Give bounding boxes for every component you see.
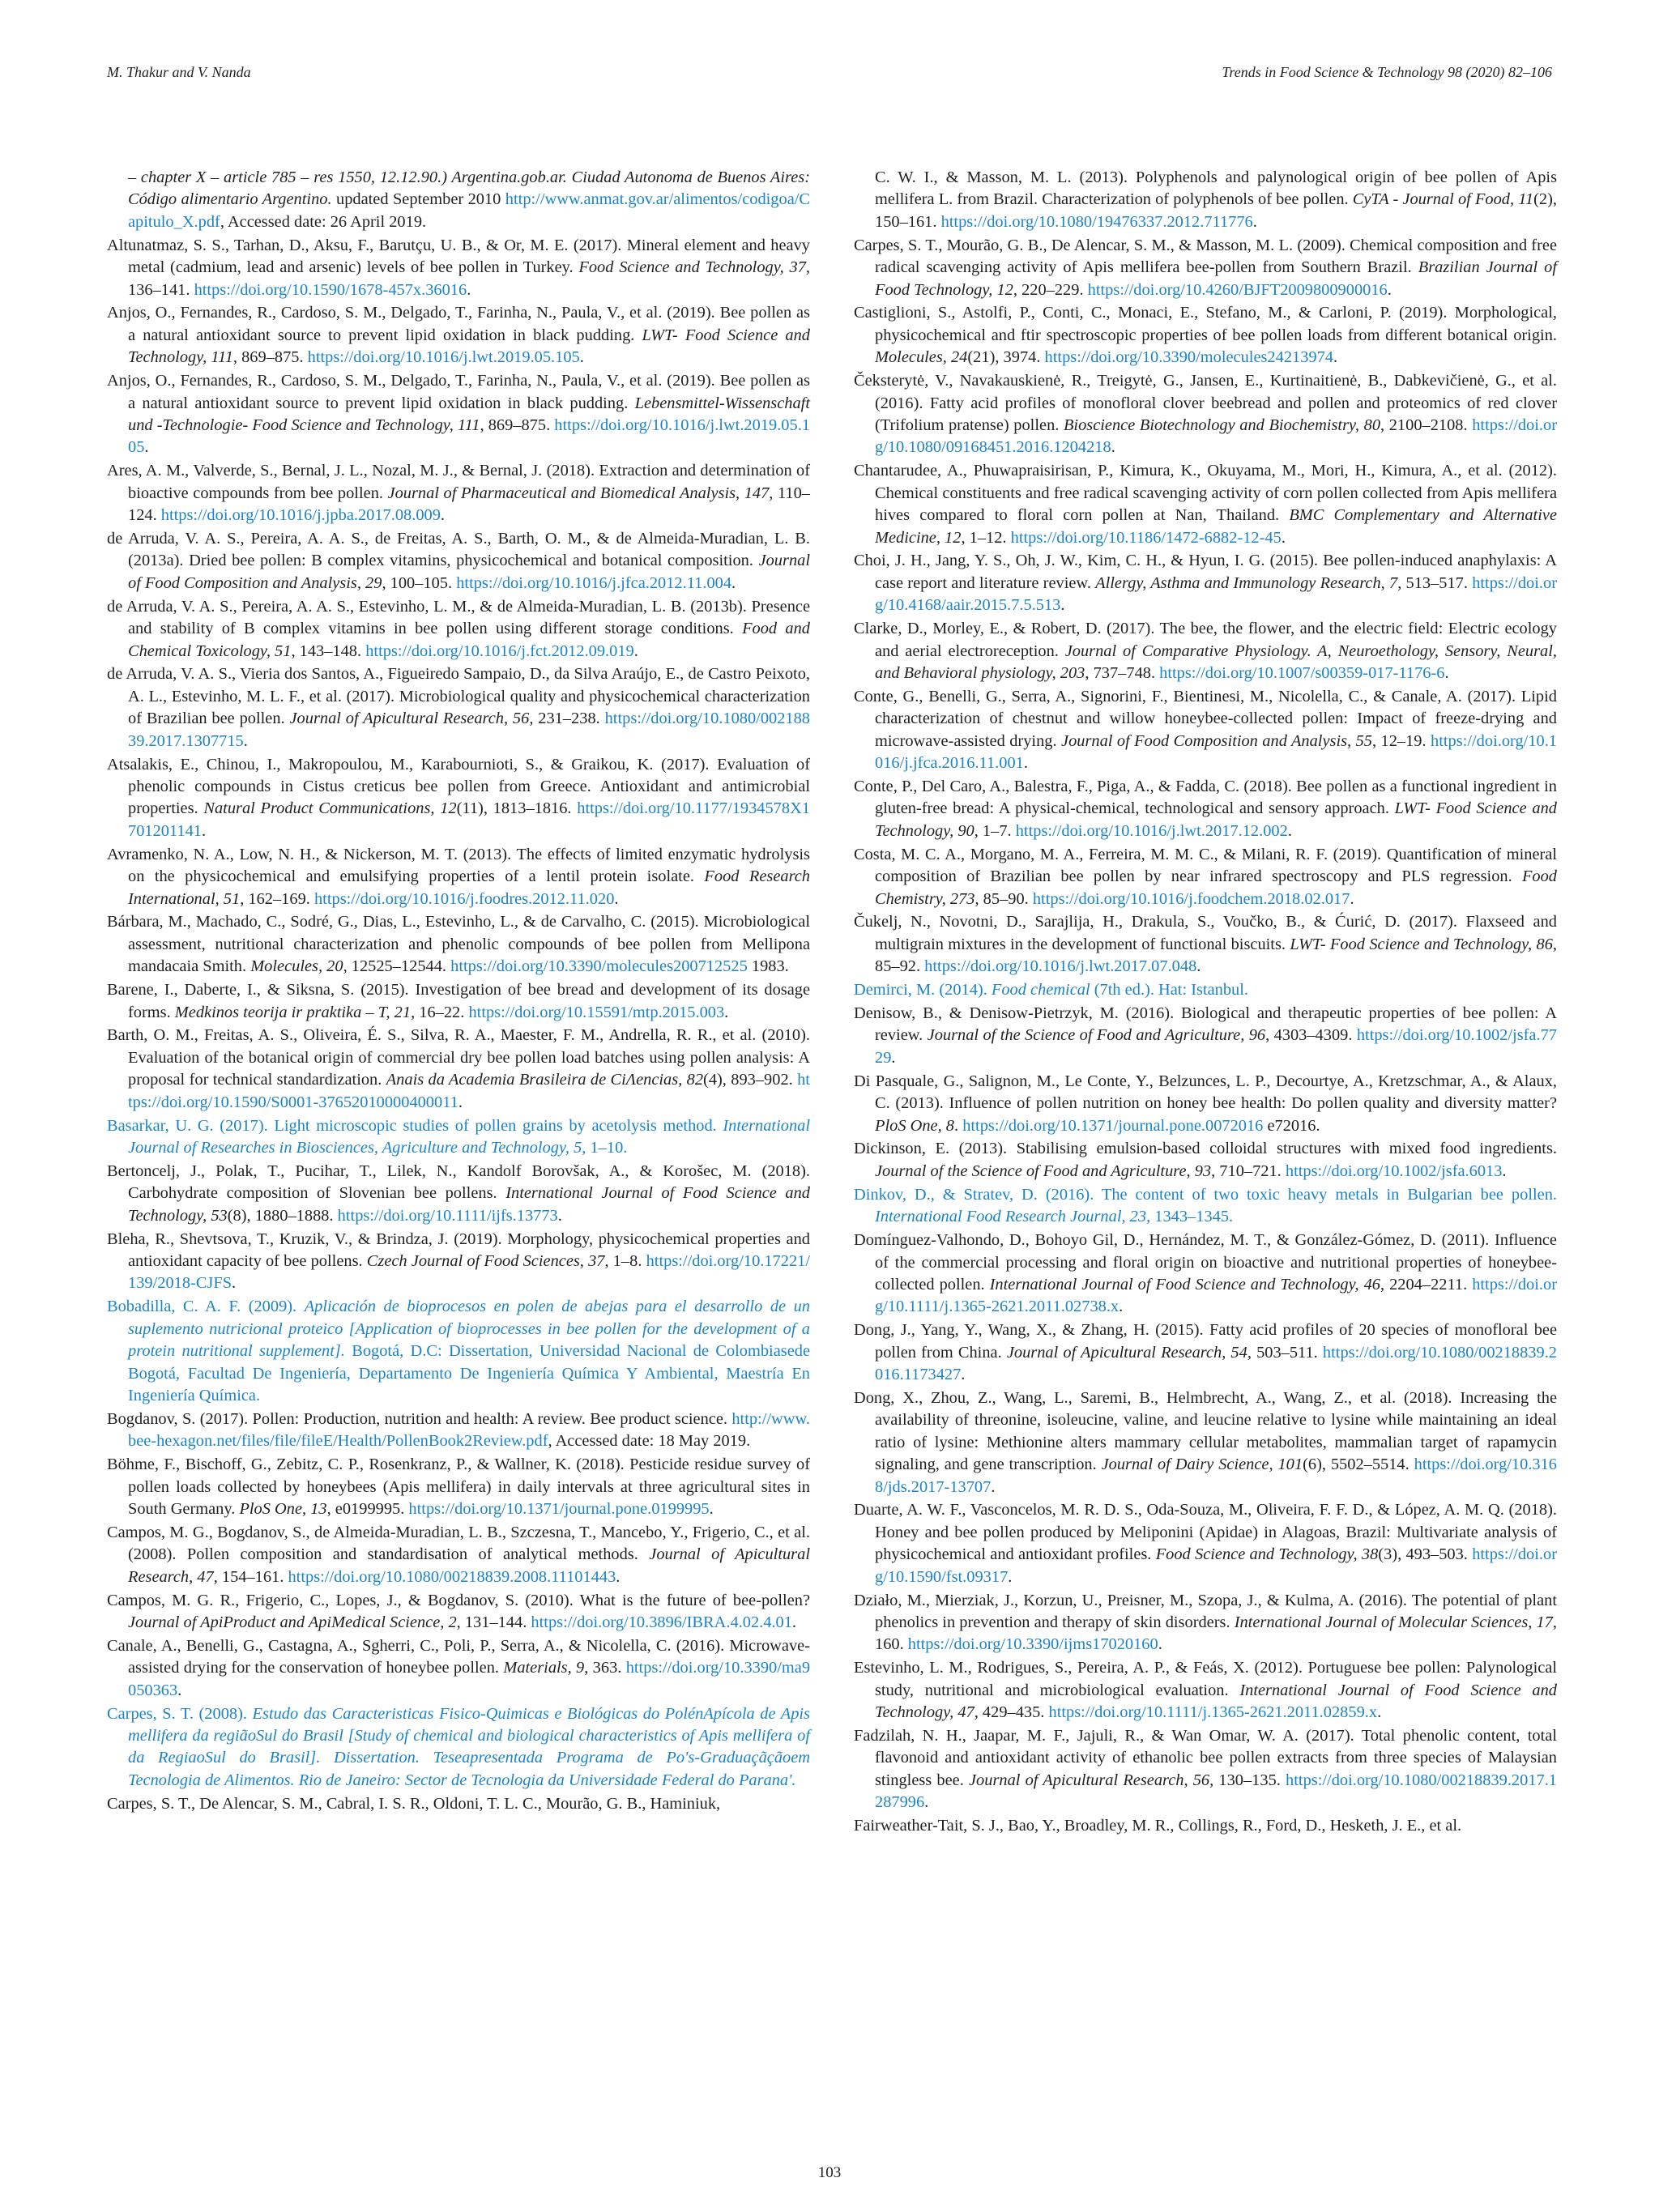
reference-authors-title: C. W. I., & Masson, M. L. (2013). Polyphenols and palynological origin of bee pollen of Apis mellifera L. from Brazil. Characterization of polyphenols of bee pollen.	[875, 168, 1557, 209]
reference-suffix: .	[202, 821, 207, 840]
reference-doi-link[interactable]: https://doi.org/10.1080/00218839.2017.1287996	[875, 1771, 1557, 1812]
reference-doi-link[interactable]: https://doi.org/10.1016/j.foodres.2012.11.020	[313, 889, 615, 908]
reference-entry	[854, 844, 1557, 910]
reference-doi-link[interactable]: https://doi.org/10.1590/S0001-37652010000400011	[128, 1071, 810, 1111]
reference-doi-link[interactable]: https://doi.org/10.1371/journal.pone.0199995	[408, 1499, 710, 1518]
reference-authors-title: Estevinho, L. M., Rodrigues, S., Pereira, A. P., & Feás, X. (2012). Portuguese bee pollen: Palynological study, nutritional and microbiological evaluation.	[854, 1659, 1557, 1699]
reference-authors-title: Avramenko, N. A., Low, N. H., & Nickerson, M. T. (2013). The effects of limited enzymatic hydrolysis on the physicochemical and emulsifying properties of a lentil protein isolate.	[107, 845, 810, 886]
reference-journal: Journal of Food Composition and Analysis, 55	[1061, 731, 1372, 750]
reference-details: updated September 2010	[331, 190, 505, 209]
running-header-authors: M. Thakur and V. Nanda	[107, 64, 251, 80]
reference-details: , 162–169.	[240, 889, 314, 908]
reference-doi-link[interactable]: https://doi.org/10.4168/aair.2015.7.5.513	[875, 573, 1557, 615]
reference-journal: Journal of Apicultural Research, 47	[128, 1545, 810, 1586]
reference-entry	[854, 618, 1557, 684]
reference-journal: PloS One, 13	[239, 1499, 327, 1518]
reference-details: , e0199995.	[326, 1499, 409, 1518]
reference-authors-title: Choi, J. H., Jang, Y. S., Oh, J. W., Kim, C. H., & Hyun, I. G. (2015). Bee pollen-induced anaphylaxis: A case report and literature review.	[854, 552, 1557, 592]
reference-doi-link[interactable]: https://doi.org/10.1002/jsfa.6013	[1285, 1161, 1503, 1180]
reference-entry	[854, 1657, 1557, 1724]
reference-doi-link[interactable]: https://doi.org/10.3390/ma9050363	[128, 1659, 811, 1699]
reference-doi-link[interactable]: https://doi.org/10.1016/j.lwt.2019.05.105	[128, 416, 810, 457]
reference-authors-title: Bobadilla, C. A. F. (2009).	[107, 1298, 305, 1316]
reference-authors-title: Campos, M. G. R., Frigerio, C., Lopes, J., & Bogdanov, S. (2010). What is the future of bee-pollen?	[107, 1591, 810, 1609]
reference-doi-link[interactable]: https://doi.org/10.1016/j.lwt.2019.05.105	[307, 348, 580, 367]
reference-suffix: .	[232, 1274, 237, 1293]
reference-authors-title: Campos, M. G., Bogdanov, S., de Almeida-Muradian, L. B., Szczesna, T., Mancebo, Y., Frigerio, C., et al. (2008). Pollen composition and standardisation of analytical methods.	[107, 1523, 810, 1564]
reference-doi-link[interactable]: https://doi.org/10.1016/j.jfca.2016.11.001	[875, 731, 1557, 773]
references-left-column	[107, 167, 810, 1817]
reference-suffix: .	[791, 1613, 797, 1631]
reference-details: , 1–12.	[961, 528, 1011, 547]
reference-journal: Czech Journal of Food Sciences, 37	[366, 1252, 605, 1270]
reference-suffix: .	[616, 1567, 621, 1586]
reference-details: , 1343–1345.	[1146, 1208, 1234, 1226]
reference-entry	[107, 663, 810, 752]
reference-details: , 231–238.	[529, 710, 605, 728]
reference-doi-link[interactable]: https://doi.org/10.1111/j.1365-2621.2011.02738.x	[875, 1275, 1557, 1316]
reference-journal: International Journal of Food Science and Technology, 47	[875, 1681, 1557, 1722]
reference-authors-title: Atsalakis, E., Chinou, I., Makropoulou, M., Karabournioti, S., & Graikou, K. (2017). Evaluation of phenolic compounds in Cistus creticus bee pollen from Greece. Antioxidant and antimicrobial properties.	[107, 755, 810, 818]
reference-details: , 220–229.	[1013, 280, 1088, 299]
reference-suffix: .	[961, 1366, 966, 1384]
reference-suffix: .	[1377, 1703, 1382, 1722]
reference-suffix: .	[177, 1681, 182, 1699]
reference-authors-title: Čukelj, N., Novotni, D., Sarajlija, H., Drakula, S., Voučko, B., & Ćurić, D. (2017). Flaxseed and multigrain mixtures in the development of functional biscuits.	[854, 913, 1557, 953]
reference-journal: Anais da Academia Brasileira de CiΛencias, 82	[386, 1071, 704, 1089]
reference-entry	[107, 844, 810, 910]
reference-doi-link[interactable]: https://doi.org/10.1177/1934578X1701201141	[128, 799, 810, 840]
reference-authors-title: Anjos, O., Fernandes, R., Cardoso, S. M., Delgado, T., Farinha, N., Paula, V., et al. (2019). Bee pollen as a natural antioxidant source to prevent lipid oxidation in black pudding.	[107, 304, 810, 344]
reference-journal: Aplicación de bioprocesos en polen de abejas para el desarrollo de un suplemento nutricional proteico [Application of bioprocesses in bee pollen for the development of a protein nutritional supplement].	[128, 1298, 810, 1361]
reference-doi-link[interactable]: https://doi.org/10.1080/00218839.2008.11101443	[288, 1567, 616, 1586]
reference-entry	[854, 979, 1557, 1001]
running-header-journal: Trends in Food Science & Technology 98 (2020) 82–106	[1222, 64, 1552, 80]
reference-suffix: .	[458, 1093, 463, 1111]
reference-entry	[107, 1703, 810, 1792]
reference-journal: Materials, 9	[503, 1659, 585, 1677]
reference-authors-title: Carpes, S. T., De Alencar, S. M., Cabral, I. S. R., Oldoni, T. L. C., Mourão, G. B., Haminiuk,	[107, 1794, 721, 1813]
reference-details: , 85–92.	[875, 935, 1557, 976]
reference-suffix: .	[144, 438, 149, 457]
reference-journal: Estudo das Caracteristicas Fisico-Quimicas e Biológicas do PolénApícola de Apis mellifera da regiãoSul do Brasil [Study of chemical and biological characteristics of Apis mellifera of da RegiaoSul do Brasil]. Dissertation. Teseapresentada Programa de Po's-Graduaçãçãoem Tecnologia de Alimentos. Rio de Janeiro: Sector de Tecnologia da Universidade Federal do Parana'.	[128, 1704, 810, 1789]
reference-doi-link[interactable]: https://doi.org/10.1007/s00359-017-1176-6	[1159, 663, 1445, 682]
reference-entry	[107, 754, 810, 843]
reference-entry	[854, 776, 1557, 842]
reference-entry	[854, 911, 1557, 978]
reference-entry	[854, 1499, 1557, 1588]
reference-details: , 4303–4309.	[1265, 1026, 1357, 1045]
reference-suffix: .	[1060, 596, 1065, 615]
reference-suffix: .	[924, 1793, 929, 1812]
reference-suffix: e72016.	[1263, 1116, 1320, 1135]
reference-journal: Molecules, 24	[875, 348, 968, 367]
reference-doi-link[interactable]: https://doi.org/10.15591/mtp.2015.003	[468, 1003, 725, 1021]
reference-journal: Molecules, 20	[250, 957, 343, 976]
reference-authors-title: Barene, I., Daberte, I., & Siksna, S. (2015). Investigation of bee bread and development of its dosage forms.	[107, 981, 810, 1021]
reference-journal: Journal of Pharmaceutical and Biomedical Analysis, 147	[387, 484, 770, 502]
reference-suffix: .	[1196, 957, 1201, 976]
reference-details: , 130–135.	[1209, 1771, 1286, 1789]
reference-entry	[854, 686, 1557, 775]
reference-doi-link[interactable]: https://doi.org/10.1590/fst.09317	[875, 1545, 1557, 1586]
reference-doi-link[interactable]: https://doi.org/10.1016/j.jfca.2012.11.004	[456, 573, 732, 592]
reference-details: (21), 3974.	[967, 348, 1045, 367]
reference-journal: Journal of Apicultural Research, 56	[289, 710, 530, 728]
reference-details: , 1–8.	[604, 1252, 646, 1270]
reference-entry	[107, 370, 810, 459]
reference-authors-title: Chantarudee, A., Phuwapraisirisan, P., Kimura, K., Okuyama, M., Mori, H., Kimura, A., et al. (2012). Chemical constituents and free radical scavenging activity of corn pollen collected from Apis mellifera hives compared to floral corn pollen at Nan, Thailand.	[854, 462, 1557, 525]
reference-authors-title: Conte, P., Del Caro, A., Balestra, F., Piga, A., & Fadda, C. (2018). Bee pollen as a functional ingredient in gluten-free bread: A physical-chemical, technological and sensory approach.	[854, 777, 1557, 818]
reference-url-link[interactable]: http://www.anmat.gov.ar/alimentos/codigoa/Capitulo_X.pdf	[128, 190, 811, 231]
reference-suffix: , Accessed date: 18 May 2019.	[548, 1432, 751, 1451]
reference-suffix: .	[1387, 280, 1392, 299]
reference-suffix: .	[1281, 528, 1286, 547]
reference-authors-title: Anjos, O., Fernandes, R., Cardoso, S. M., Delgado, T., Farinha, N., Paula, V., et al. (2019). Bee pollen as a natural antioxidant source to prevent lipid oxidation in black pudding.	[107, 372, 810, 412]
reference-suffix: .	[614, 889, 619, 908]
reference-entry	[107, 302, 810, 369]
reference-details: , 1–10.	[582, 1138, 628, 1157]
reference-entry	[107, 1590, 810, 1634]
reference-doi-link[interactable]: https://doi.org/10.17221/139/2018-CJFS	[128, 1252, 811, 1293]
reference-journal: LWT- Food Science and Technology, 90	[875, 799, 1557, 840]
reference-suffix: .	[1252, 212, 1257, 231]
reference-entry	[854, 1003, 1557, 1069]
reference-entry	[854, 167, 1557, 233]
reference-doi-link[interactable]: https://doi.org/10.1371/journal.pone.0072016	[962, 1116, 1264, 1135]
reference-authors-title: Duarte, A. W. F., Vasconcelos, M. R. D. S., Oda-Souza, M., Oliveira, F. F. D., & López, A. M. Q. (2018). Honey and bee pollen produced by Meliponini (Apidae) in Alagoas, Brazil: Multivariate analysis of physicochemical and antioxidant profiles.	[854, 1501, 1557, 1564]
reference-authors-title: Fadzilah, N. H., Jaapar, M. F., Jajuli, R., & Wan Omar, W. A. (2017). Total phenolic content, total flavonoid and antioxidant activity of ethanolic bee pollen extracts from three species of Malaysian stingless bee.	[854, 1727, 1557, 1789]
reference-entry	[107, 1409, 810, 1453]
reference-details: , 737–748.	[1085, 663, 1160, 682]
reference-suffix: .	[1287, 821, 1292, 840]
reference-authors-title: Domínguez-Valhondo, D., Bohoyo Gil, D., Hernández, M. T., & González-Gómez, D. (2011). Influence of the commercial processing and floral origin on bioactive and nutritional properties of honeybee-collected pollen.	[854, 1231, 1557, 1294]
reference-entry	[107, 1296, 810, 1407]
reference-doi-link[interactable]: https://doi.org/10.1016/j.lwt.2017.12.002	[1015, 821, 1288, 840]
reference-authors-title: Canale, A., Benelli, G., Castagna, A., Sgherri, C., Poli, P., Serra, A., & Nicolella, C. (2016). Microwave-assisted drying for the conservation of honeybee pollen.	[107, 1636, 810, 1677]
reference-entry	[107, 235, 810, 301]
reference-authors-title: Dong, J., Yang, Y., Wang, X., & Zhang, H. (2015). Fatty acid profiles of 20 species of monofloral bee pollen from China.	[854, 1321, 1557, 1362]
reference-doi-link[interactable]: https://doi.org/10.1080/00218839.2017.1307715	[128, 710, 810, 750]
reference-journal: International Journal of Researches in Biosciences, Agriculture and Technology, 5	[128, 1116, 810, 1157]
reference-journal: International Journal of Molecular Sciences, 17	[1234, 1613, 1553, 1631]
reference-suffix: .	[557, 1206, 562, 1225]
reference-authors-title: Costa, M. C. A., Morgano, M. A., Ferreira, M. M. C., & Milani, R. F. (2019). Quantification of mineral composition of Brazilian bee pollen by near infrared spectroscopy and PLS regression.	[854, 845, 1557, 886]
reference-authors-title: Bertoncelj, J., Polak, T., Pucihar, T., Lilek, N., Kandolf Borovšak, A., & Korošec, M. (2018). Carbohydrate composition of Slovenian bee pollens.	[107, 1161, 810, 1203]
reference-suffix: .	[709, 1499, 714, 1518]
reference-journal: Food Science and Technology, 37	[578, 258, 806, 277]
reference-journal: International Journal of Food Science and Technology, 46	[989, 1275, 1380, 1294]
reference-doi-link[interactable]: https://doi.org/10.1016/j.foodchem.2018.02.017	[1032, 889, 1350, 908]
reference-details: , 1–7.	[974, 821, 1016, 840]
reference-suffix: , Accessed date: 26 April 2019.	[220, 212, 427, 231]
reference-authors-title: de Arruda, V. A. S., Pereira, A. A. S., Estevinho, L. M., & de Almeida-Muradian, L. B. (2013b). Presence and stability of B complex vitamins in bee pollen using different storage conditions.	[107, 597, 810, 638]
reference-details: , 154–161.	[213, 1567, 288, 1586]
reference-journal: – chapter X – article 785 – res 1550, 12.12.90.) Argentina.gob.ar. Ciudad Autonoma de Buenos Aires: Código alimentario Argentino.	[128, 168, 810, 209]
reference-authors-title: Čeksterytė, V., Navakauskienė, R., Treigytė, G., Jansen, E., Kurtinaitienė, B., Dabkevičienė, G., et al. (2016). Fatty acid profiles of monofloral clover beebread and pollen and proteomics of red clover (Trifolium pratense) pollen.	[854, 372, 1557, 434]
reference-details: , 100–105.	[382, 573, 457, 592]
reference-details: , 136–141.	[128, 258, 810, 299]
reference-authors-title: Di Pasquale, G., Salignon, M., Le Conte, Y., Belzunces, L. P., Decourtye, A., Kretzschmar, A., & Alaux, C. (2013). Influence of pollen nutrition on honey bee health: Do pollen quality and diversity matter?	[854, 1072, 1557, 1113]
reference-authors-title: Basarkar, U. G. (2017). Light microscopic studies of pollen grains by acetolysis method.	[107, 1116, 723, 1135]
reference-doi-link[interactable]: https://doi.org/10.1080/00218839.2016.1173427	[875, 1343, 1557, 1384]
reference-details: , 2204–2211.	[1380, 1275, 1473, 1294]
reference-entry	[107, 1229, 810, 1295]
reference-authors-title: Bleha, R., Shevtsova, T., Kruzik, V., & Brindza, J. (2019). Morphology, physicochemical properties and antioxidant capacity of bee pollens.	[107, 1230, 810, 1270]
reference-suffix: .	[243, 731, 248, 750]
reference-authors-title: Dickinson, E. (2013). Stabilising emulsion-based colloidal structures with mixed food ingredients.	[854, 1140, 1557, 1158]
reference-details: , 110–124.	[128, 484, 810, 525]
reference-details: , 160.	[875, 1613, 1557, 1654]
reference-details: , 513–517.	[1397, 573, 1473, 592]
reference-doi-link[interactable]: https://doi.org/10.1186/1472-6882-12-45	[1010, 528, 1282, 547]
reference-journal: LWT- Food Science and Technology, 111	[128, 326, 810, 367]
reference-authors-title: Działo, M., Mierziak, J., Korzun, U., Preisner, M., Szopa, J., & Kulma, A. (2016). The potential of plant phenolics in prevention and therapy of skin disorders.	[854, 1591, 1557, 1631]
reference-suffix: .	[1350, 889, 1354, 908]
reference-entry	[107, 1635, 810, 1702]
reference-journal: Medkinos teorija ir praktika – T, 21	[174, 1003, 412, 1021]
reference-entry	[107, 979, 810, 1024]
reference-suffix: .	[1444, 663, 1449, 682]
reference-authors-title: Bárbara, M., Machado, C., Sodré, G., Dias, L., Estevinho, L., & de Carvalho, C. (2015). Microbiological assessment, nutritional characterization and phenolic compounds of bee pollen from Mellipona mandacaia Smith.	[107, 913, 810, 976]
reference-journal: Brazilian Journal of Food Technology, 12	[875, 258, 1557, 299]
reference-details: (2), 150–161.	[875, 190, 1557, 231]
reference-journal: International Food Research Journal, 23	[875, 1208, 1147, 1226]
reference-authors-title: Bogdanov, S. (2017). Pollen: Production, nutrition and health: A review. Bee product science.	[107, 1409, 732, 1428]
reference-details: , 12–19.	[1371, 731, 1431, 750]
reference-doi-link[interactable]: https://doi.org/10.1590/1678-457x.36016	[194, 280, 467, 299]
reference-details: , 363.	[584, 1659, 626, 1677]
reference-entry	[854, 302, 1557, 369]
reference-journal: International Journal of Food Science and Technology, 53	[128, 1184, 810, 1225]
reference-entry	[107, 528, 810, 595]
reference-suffix: .	[1008, 1567, 1013, 1586]
reference-entry	[107, 460, 810, 526]
reference-authors-title: Denisow, B., & Denisow-Pietrzyk, M. (2016). Biological and therapeutic properties of bee pollen: A review.	[854, 1004, 1557, 1045]
reference-authors-title: Carpes, S. T., Mourão, G. B., De Alencar, S. M., & Masson, M. L. (2009). Chemical composition and free radical scavenging activity of Apis mellifera bee-pollen from Southern Brazil.	[854, 236, 1557, 277]
reference-journal: Journal of the Science of Food and Agriculture, 96	[927, 1026, 1266, 1045]
reference-suffix: 1983.	[747, 957, 789, 976]
reference-authors-title: de Arruda, V. A. S., Pereira, A. A. S., de Freitas, A. S., Barth, O. M., & de Almeida-Muradian, L. B. (2013a). Dried bee pollen: B complex vitamins, physicochemical and botanical composition.	[107, 530, 810, 570]
reference-authors-title: Böhme, F., Bischoff, G., Zebitz, C. P., Rosenkranz, P., & Wallner, K. (2018). Pesticide residue survey of pollen loads collected by honeybees (Apis mellifera) in daily intervals at three agricultural sites in South Germany.	[107, 1455, 810, 1518]
reference-suffix: .	[891, 1048, 896, 1067]
reference-suffix: .	[579, 348, 584, 367]
reference-suffix: .	[1502, 1161, 1507, 1180]
reference-suffix: .	[724, 1003, 729, 1021]
reference-suffix: .	[1158, 1635, 1162, 1654]
reference-doi-link[interactable]: https://doi.org/10.3168/jds.2017-13707	[875, 1455, 1557, 1496]
reference-authors-title: Clarke, D., Morley, E., & Robert, D. (2017). The bee, the flower, and the electric field: Electric ecology and aerial electroreception.	[854, 620, 1557, 660]
reference-suffix: .	[467, 280, 471, 299]
page-number: 103	[817, 2164, 842, 2181]
reference-authors-title: Fairweather-Tait, S. J., Bao, Y., Broadley, M. R., Collings, R., Ford, D., Hesketh, J. E., et al.	[854, 1817, 1462, 1835]
reference-entry	[854, 550, 1557, 616]
references-right-column	[854, 167, 1557, 1839]
reference-entry	[854, 460, 1557, 549]
reference-journal: Lebensmittel-Wissenschaft und -Technologie- Food Science and Technology, 111	[128, 394, 810, 434]
reference-details: , 85–90.	[975, 889, 1033, 908]
reference-suffix: .	[440, 506, 446, 525]
reference-suffix: .	[731, 573, 736, 592]
reference-entry	[107, 596, 810, 663]
reference-suffix: .	[1119, 1298, 1124, 1316]
reference-details: (11), 1813–1816.	[456, 799, 578, 818]
reference-journal: LWT- Food Science and Technology, 86	[1290, 935, 1553, 953]
reference-suffix: .	[633, 641, 638, 660]
reference-authors-title: Conte, G., Benelli, G., Serra, A., Signorini, F., Bientinesi, M., Nicolella, C., & Canale, A. (2017). Lipid characterization of chestnut and willow honeybee-collected pollen: Impact of freeze-drying and microwave-assisted drying.	[854, 687, 1557, 750]
reference-journal: Food Research International, 51	[128, 867, 810, 908]
reference-details: Bogotá, D.C: Dissertation, Universidad Nacional de Colombiasede Bogotá, Facultad De Ingeniería, Departamento De Ingeniería Química Y Ambiental, Maestría En Ingeniería Química.	[128, 1342, 811, 1404]
reference-journal: Journal of Food Composition and Analysis, 29	[128, 552, 810, 592]
reference-journal: Journal of Comparative Physiology. A, Neuroethology, Sensory, Neural, and Behavioral physiology, 203	[875, 641, 1557, 682]
reference-journal: Food and Chemical Toxicology, 51	[128, 620, 810, 660]
reference-details: (4), 893–902.	[703, 1071, 798, 1089]
reference-suffix: .	[1111, 438, 1115, 457]
reference-doi-link[interactable]: https://doi.org/10.1016/j.lwt.2017.07.048	[924, 957, 1197, 976]
reference-entry	[107, 1793, 810, 1815]
reference-details: , 143–148.	[291, 641, 366, 660]
reference-journal: Journal of the Science of Food and Agriculture, 93	[875, 1161, 1212, 1180]
reference-authors-title: Demirci, M. (2014).	[854, 981, 992, 999]
reference-entry	[854, 1319, 1557, 1386]
reference-authors-title: Dong, X., Zhou, Z., Wang, L., Saremi, B., Helmbrecht, A., Wang, Z., et al. (2018). Increasing the availability of threonine, isoleucine, valine, and leucine relative to lysine while maintaining an ideal ratio of lysine: Methionine alters mammary cellular metabolites, mammalian target of rapamycin signaling, and gene transcription.	[854, 1388, 1557, 1474]
reference-entry	[854, 1387, 1557, 1498]
reference-details: (6), 5502–5514.	[1303, 1455, 1414, 1474]
reference-entry	[854, 1590, 1557, 1656]
reference-entry	[107, 1522, 810, 1588]
reference-doi-link[interactable]: https://doi.org/10.1111/j.1365-2621.2011.02859.x	[1048, 1703, 1378, 1722]
reference-details: , 12525–12544.	[343, 957, 451, 976]
reference-authors-title: Barth, O. M., Freitas, A. S., Oliveira, É. S., Silva, R. A., Maester, F. M., Andrella, R. R., et al. (2010). Evaluation of the botanical origin of commercial dry bee pollen load batches using pollen analysis: A proposal for technical standardization.	[107, 1026, 810, 1089]
reference-journal: Food Chemistry, 273	[875, 867, 1557, 908]
reference-doi-link[interactable]: https://doi.org/10.1016/j.jpba.2017.08.009	[160, 506, 441, 525]
reference-entry	[854, 1184, 1557, 1229]
reference-journal: Food Science and Technology, 38	[1155, 1545, 1379, 1564]
reference-entry	[107, 167, 810, 233]
reference-entry	[854, 235, 1557, 301]
reference-entry	[854, 1815, 1557, 1837]
reference-doi-link[interactable]: https://doi.org/10.1111/ijfs.13773	[337, 1206, 558, 1225]
reference-doi-link[interactable]: https://doi.org/10.3390/molecules24213974	[1044, 348, 1333, 367]
reference-details: .	[953, 1116, 963, 1135]
reference-entry	[107, 1025, 810, 1114]
reference-details: , 2100–2108.	[1380, 416, 1473, 434]
reference-details: , 16–22.	[411, 1003, 469, 1021]
reference-doi-link[interactable]: https://doi.org/10.1080/09168451.2016.1204218	[875, 416, 1557, 457]
reference-authors-title: Ares, A. M., Valverde, S., Bernal, J. L., Nozal, M. J., & Bernal, J. (2018). Extraction and determination of bioactive compounds from bee pollen.	[107, 462, 810, 502]
reference-journal: Natural Product Communications, 12	[203, 799, 457, 818]
reference-entry	[854, 370, 1557, 459]
reference-details: (3), 493–503.	[1378, 1545, 1473, 1564]
reference-authors-title: Dinkov, D., & Stratev, D. (2016). The content of two toxic heavy metals in Bulgarian bee pollen.	[854, 1185, 1557, 1204]
reference-details: , 503–511.	[1247, 1343, 1323, 1362]
reference-journal: Journal of Apicultural Research, 54	[1006, 1343, 1247, 1362]
reference-details: (8), 1880–1888.	[227, 1206, 338, 1225]
reference-entry	[854, 1138, 1557, 1183]
reference-details: (7th ed.). Hat: Istanbul.	[1090, 981, 1249, 999]
reference-suffix: .	[991, 1477, 996, 1496]
reference-journal: Bioscience Biotechnology and Biochemistry, 80	[1063, 416, 1381, 434]
reference-authors-title: Castiglioni, S., Astolfi, P., Conti, C., Monaci, E., Stefano, M., & Carloni, P. (2019). Morphological, physicochemical and ftir spectroscopic properties of bee pollen loads from different botanical origin.	[854, 304, 1557, 344]
reference-entry	[107, 911, 810, 978]
reference-doi-link[interactable]: https://doi.org/10.3390/molecules200712525	[450, 957, 748, 976]
reference-details: , 869–875.	[232, 348, 308, 367]
reference-url-link[interactable]: http://www.bee-hexagon.net/files/file/fileE/Health/PollenBook2Review.pdf	[128, 1409, 810, 1451]
reference-doi-link[interactable]: https://doi.org/10.1002/jsfa.7729	[875, 1026, 1557, 1067]
reference-authors-title: Altunatmaz, S. S., Tarhan, D., Aksu, F., Barutçu, U. B., & Or, M. E. (2017). Mineral element and heavy metal (cadmium, lead and arsenic) levels of bee pollen in Turkey.	[107, 236, 810, 277]
reference-doi-link[interactable]: https://doi.org/10.4260/BJFT2009800900016	[1087, 280, 1388, 299]
reference-authors-title: Carpes, S. T. (2008).	[107, 1704, 253, 1723]
reference-entry	[107, 1115, 810, 1160]
reference-journal: BMC Complementary and Alternative Medicine, 12	[875, 506, 1557, 547]
reference-details: , 131–144.	[456, 1613, 531, 1631]
reference-authors-title: de Arruda, V. A. S., Vieria dos Santos, A., Figueiredo Sampaio, D., da Silva Araújo, E., de Castro Peixoto, A. L., Estevinho, M. L. F., et al. (2017). Microbiological quality and physicochemical characterization of Brazilian bee pollen.	[107, 665, 810, 728]
reference-journal: Allergy, Asthma and Immunology Research, 7	[1095, 573, 1398, 592]
reference-suffix: .	[1023, 754, 1028, 773]
reference-journal: Food chemical	[991, 981, 1090, 999]
reference-journal: Journal of Apicultural Research, 56	[969, 1771, 1210, 1789]
reference-doi-link[interactable]: https://doi.org/10.1080/19476337.2012.711776	[940, 212, 1253, 231]
reference-details: , 710–721.	[1211, 1161, 1286, 1180]
reference-doi-link[interactable]: https://doi.org/10.3896/IBRA.4.02.4.01	[531, 1613, 792, 1631]
reference-entry	[854, 1230, 1557, 1319]
reference-suffix: .	[1333, 348, 1338, 367]
reference-entry	[854, 1725, 1557, 1814]
reference-doi-link[interactable]: https://doi.org/10.1016/j.fct.2012.09.019	[365, 641, 634, 660]
reference-journal: Journal of ApiProduct and ApiMedical Science, 2	[128, 1613, 457, 1631]
reference-journal: Journal of Dairy Science, 101	[1101, 1455, 1303, 1474]
reference-doi-link[interactable]: https://doi.org/10.3390/ijms17020160	[907, 1635, 1158, 1654]
reference-entry	[854, 1071, 1557, 1137]
reference-details: , 429–435.	[974, 1703, 1049, 1722]
reference-journal: CyTA - Journal of Food, 11	[1352, 190, 1534, 209]
reference-entry	[107, 1161, 810, 1227]
reference-entry	[107, 1454, 810, 1520]
reference-journal: PloS One, 8	[875, 1116, 954, 1135]
reference-details: , 869–875.	[480, 416, 555, 434]
